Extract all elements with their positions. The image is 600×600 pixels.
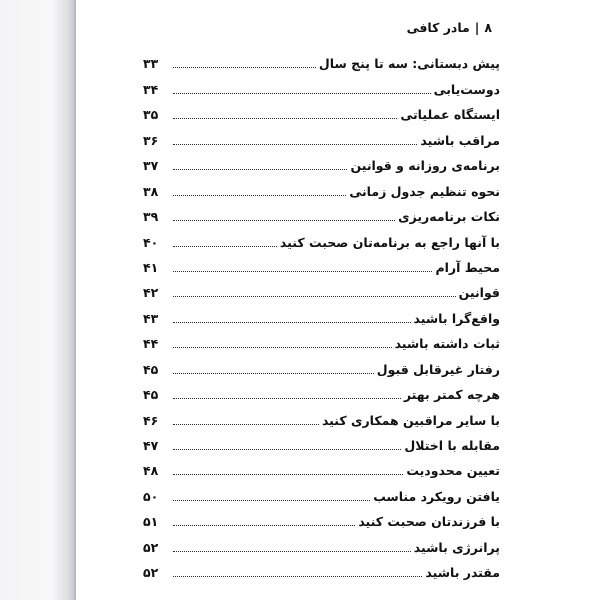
- header-separator: |: [474, 20, 480, 35]
- toc-entry-title: واقع‌گرا باشید: [413, 310, 500, 326]
- toc-entry-title: محیط آرام: [435, 259, 500, 275]
- toc-entry-title: هرچه کمتر بهتر: [403, 387, 500, 403]
- toc-entry-page-number: ۴۶: [143, 412, 159, 428]
- toc-entry-page-number: ۳۸: [143, 183, 159, 199]
- toc-entry-title: تعیین محدودیت: [406, 463, 500, 479]
- toc-entry: [143, 455, 500, 480]
- toc-dot-leader: [173, 373, 374, 374]
- toc-dot-leader: [173, 271, 432, 272]
- toc-dot-leader: [173, 296, 456, 297]
- toc-dot-leader: [173, 118, 397, 119]
- toc-dot-leader: [173, 246, 277, 247]
- toc-dot-leader: [173, 322, 411, 323]
- toc-entry-page-number: ۵۲: [143, 539, 159, 555]
- toc-dot-leader: [173, 449, 401, 450]
- toc-entry: [143, 252, 500, 277]
- toc-entry-title: یافتن رویکرد مناسب: [373, 488, 500, 504]
- toc-entry: [143, 99, 500, 124]
- toc-entry-page-number: ۵۱: [143, 514, 159, 530]
- toc-entry: [143, 48, 500, 73]
- toc-entry: [143, 404, 500, 429]
- toc-entry-title: با فرزندتان صحبت کنید: [358, 514, 500, 530]
- toc-entry: [143, 379, 500, 404]
- toc-entry-page-number: ۵۲: [143, 565, 159, 581]
- toc-entry-page-number: ۳۹: [143, 209, 159, 225]
- toc-dot-leader: [173, 93, 431, 94]
- toc-entry-page-number: ۳۴: [143, 81, 159, 97]
- toc-entry-title: ایستگاه عملیاتی: [400, 107, 500, 123]
- toc-entry: [143, 531, 500, 556]
- toc-entry-page-number: ۴۱: [143, 259, 159, 275]
- toc-entry: [143, 506, 500, 531]
- toc-entry: [143, 302, 500, 327]
- toc-dot-leader: [173, 525, 355, 526]
- toc-dot-leader: [173, 398, 401, 399]
- toc-entry: [143, 328, 500, 353]
- toc-dot-leader: [173, 67, 316, 68]
- toc-entry-page-number: ۳۳: [143, 56, 159, 72]
- toc-entry: [143, 201, 500, 226]
- book-spine-edge: [74, 0, 76, 600]
- toc-dot-leader: [173, 424, 319, 425]
- toc-dot-leader: [173, 195, 346, 196]
- toc-entry-page-number: ۳۶: [143, 132, 159, 148]
- header-page-number: ۸: [484, 20, 492, 35]
- toc-entry-page-number: ۴۳: [143, 310, 159, 326]
- toc-entry-title: دوست‌یابی: [433, 81, 500, 97]
- toc-entry-title: با سایر مراقبین همکاری کنید: [321, 412, 500, 428]
- toc-dot-leader: [173, 500, 370, 501]
- toc-entry: [143, 430, 500, 455]
- toc-dot-leader: [173, 144, 417, 145]
- toc-entry: [143, 226, 500, 251]
- toc-entry-page-number: ۳۷: [143, 158, 159, 174]
- toc-entry-title: مقتدر باشید: [425, 565, 500, 581]
- toc-entry-title: برنامه‌ی روزانه و قوانین: [350, 158, 500, 174]
- toc-entry-page-number: ۴۵: [143, 387, 159, 403]
- toc-entry-title: نحوه تنظیم جدول زمانی: [349, 183, 500, 199]
- toc-entry-page-number: ۳۵: [143, 107, 159, 123]
- toc-entry-page-number: ۴۷: [143, 438, 159, 453]
- toc-entry-page-number: ۴۵: [143, 361, 159, 377]
- toc-dot-leader: [173, 576, 422, 577]
- toc-entry-title: نکات برنامه‌ریزی: [398, 209, 500, 225]
- toc-entry-page-number: ۴۲: [143, 285, 159, 301]
- toc-entry-title: قوانین: [458, 285, 500, 301]
- toc-entry-page-number: ۴۰: [143, 234, 159, 250]
- toc-entry-title: مقابله با اختلال: [404, 438, 500, 453]
- toc-entry-title: مراقب باشید: [420, 132, 500, 148]
- header-book-title: مادر کافی: [406, 20, 470, 35]
- toc-entry: [143, 124, 500, 149]
- toc-dot-leader: [173, 220, 395, 221]
- toc-dot-leader: [173, 169, 347, 170]
- toc-entry: [143, 277, 500, 302]
- toc-entry: [143, 480, 500, 505]
- toc-dot-leader: [173, 474, 403, 475]
- toc-entry-title: با آنها راجع به برنامه‌تان صحبت کنید: [279, 234, 500, 250]
- toc-dot-leader: [173, 551, 411, 552]
- toc-entry: [143, 73, 500, 98]
- toc-entry-page-number: ۴۸: [143, 463, 159, 479]
- toc-entry-page-number: ۴۴: [143, 336, 159, 352]
- toc-dot-leader: [173, 347, 392, 348]
- toc-entry-title: پرانرژی باشید: [413, 539, 500, 555]
- toc-entry: [143, 175, 500, 200]
- toc-entry: [143, 353, 500, 378]
- toc-entry-title: ثبات داشته باشید: [394, 336, 500, 352]
- toc-entry-page-number: ۵۰: [143, 488, 159, 504]
- book-spine-shadow: [0, 0, 74, 600]
- toc-entry: [143, 150, 500, 175]
- table-of-contents: [143, 48, 500, 582]
- toc-entry: [143, 557, 500, 582]
- toc-entry-title: پیش دبستانی: سه تا پنج سال: [318, 56, 500, 72]
- running-header: [407, 20, 492, 35]
- toc-entry-title: رفتار غیرقابل قبول: [376, 361, 500, 377]
